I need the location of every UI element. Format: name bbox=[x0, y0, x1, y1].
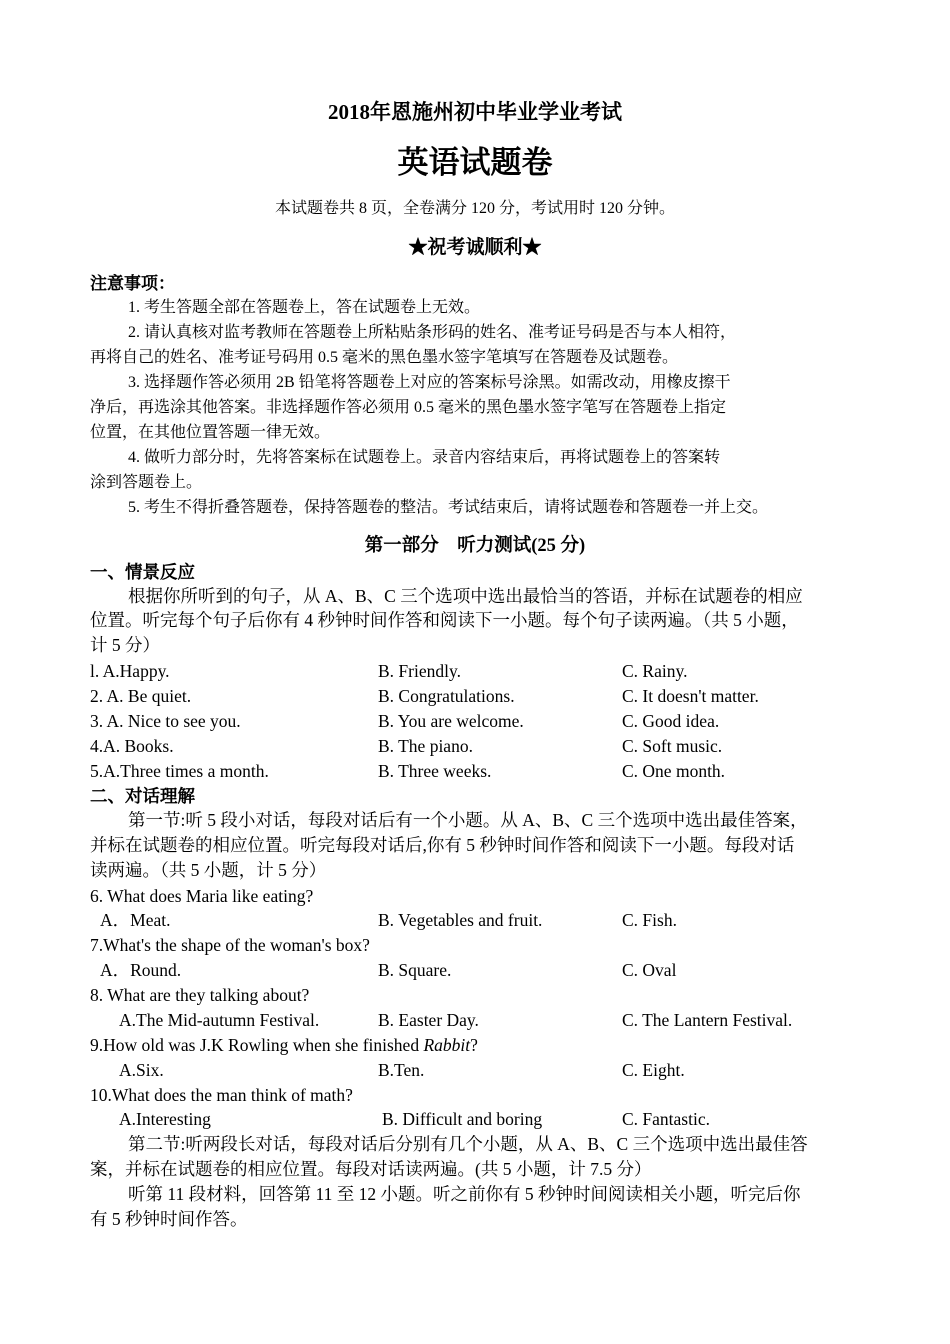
question-stem: 10.What does the man think of math? bbox=[90, 1085, 353, 1105]
option-c: C. Fish. bbox=[622, 910, 677, 930]
option-c: C. It doesn't matter. bbox=[622, 686, 759, 706]
option-a: l. A.Happy. bbox=[90, 661, 170, 681]
question-row bbox=[90, 659, 890, 683]
section2-part2-instruction: 案，并标在试题卷的相应位置。每段对话读两遍。(共 5 小题，计 7.5 分） bbox=[90, 1159, 652, 1179]
option-b: B. Congratulations. bbox=[378, 686, 515, 706]
option-b: B. The piano. bbox=[378, 736, 473, 756]
section2-heading: 二、对话理解 bbox=[90, 786, 195, 806]
note-line: 涂到答题卷上。 bbox=[90, 474, 203, 491]
part1-title: 第一部分 听力测试(25 分) bbox=[364, 536, 586, 556]
option-b: B.Ten. bbox=[378, 1060, 425, 1080]
option-c: C. The Lantern Festival. bbox=[622, 1010, 793, 1030]
stem-text: ? bbox=[470, 1035, 478, 1055]
exam-info: 本试题卷共 8 页，全卷满分 120 分，考试用时 120 分钟。 bbox=[274, 200, 675, 217]
question-stem: 8. What are they talking about? bbox=[90, 985, 310, 1005]
question-row bbox=[90, 1107, 890, 1131]
section2-part2-instruction: 第二节:听两段长对话，每段对话后分别有几个小题，从 A、B、C 三个选项中选出最佳答 bbox=[128, 1134, 808, 1154]
note-line: 3. 选择题作答必须用 2B 铅笔将答题卷上对应的答案标号涂黑。如需改动，用橡皮擦干 bbox=[128, 374, 731, 391]
book-title: Rabbit bbox=[423, 1035, 471, 1055]
option-a: A.Interesting bbox=[119, 1109, 211, 1129]
question-row bbox=[90, 958, 890, 982]
question-stem bbox=[90, 1033, 478, 1057]
question-row bbox=[90, 1058, 890, 1082]
section1-instruction: 位置。听完每个句子后你有 4 秒钟时间作答和阅读下一小题。每个句子读两遍。（共 5 小题， bbox=[90, 610, 799, 630]
stem-text: 9.How old was J.K Rowling when she finished bbox=[90, 1035, 424, 1055]
option-a: A．Meat. bbox=[100, 910, 171, 930]
note-line: 5. 考生不得折叠答题卷，保持答题卷的整洁。考试结束后，请将试题卷和答题卷一并上交。 bbox=[128, 499, 769, 516]
question-row bbox=[90, 709, 890, 733]
section2-part2-instruction: 有 5 秒钟时间作答。 bbox=[90, 1209, 248, 1229]
option-c: C. Eight. bbox=[622, 1060, 685, 1080]
section2-part2-instruction: 听第 11 段材料，回答第 11 至 12 小题。听之前你有 5 秒钟时间阅读相关小题，听完后你 bbox=[128, 1184, 801, 1204]
option-b: B. Friendly. bbox=[378, 661, 461, 681]
option-b: B. Three weeks. bbox=[378, 761, 492, 781]
paper-title: 英语试题卷 bbox=[397, 145, 553, 180]
note-line: 2. 请认真核对监考教师在答题卷上所粘贴条形码的姓名、准考证号码是否与本人相符， bbox=[128, 324, 737, 341]
option-c: C. Good idea. bbox=[622, 711, 720, 731]
section1-heading: 一、情景反应 bbox=[90, 562, 195, 582]
option-a: A.The Mid-autumn Festival. bbox=[119, 1010, 320, 1030]
option-b: B. You are welcome. bbox=[378, 711, 524, 731]
section1-instruction: 根据你所听到的句子，从 A、B、C 三个选项中选出最恰当的答语，并标在试题卷的相应 bbox=[128, 586, 803, 606]
option-c: C. Oval bbox=[622, 960, 677, 980]
section1-instruction: 计 5 分） bbox=[90, 635, 160, 655]
option-b: B. Square. bbox=[378, 960, 452, 980]
note-line: 4. 做听力部分时，先将答案标在试题卷上。录音内容结束后，再将试题卷上的答案转 bbox=[128, 449, 721, 466]
option-c: C. Soft music. bbox=[622, 736, 723, 756]
option-b: B. Difficult and boring bbox=[382, 1109, 543, 1129]
good-luck-wish: ★祝考诚顺利★ bbox=[408, 237, 542, 258]
note-line: 1. 考生答题全部在答题卷上，答在试题卷上无效。 bbox=[128, 299, 481, 316]
option-b: B. Vegetables and fruit. bbox=[378, 910, 543, 930]
option-c: C. Rainy. bbox=[622, 661, 688, 681]
option-c: C. One month. bbox=[622, 761, 726, 781]
section2-instruction: 读两遍。（共 5 小题，计 5 分） bbox=[90, 860, 327, 880]
question-row bbox=[90, 1008, 890, 1032]
option-a: 4.A. Books. bbox=[90, 736, 174, 756]
note-line: 再将自己的姓名、准考证号码用 0.5 毫米的黑色墨水签字笔填写在答题卷及试题卷。 bbox=[90, 349, 679, 366]
note-line: 位置，在其他位置答题一律无效。 bbox=[90, 424, 331, 441]
question-stem: 7.What's the shape of the woman's box? bbox=[90, 935, 370, 955]
option-c: C. Fantastic. bbox=[622, 1109, 710, 1129]
note-line: 净后，再选涂其他答案。非选择题作答必须用 0.5 毫米的黑色墨水签字笔写在答题卷上指定 bbox=[90, 399, 727, 416]
option-b: B. Easter Day. bbox=[378, 1010, 479, 1030]
option-a: A.Six. bbox=[119, 1060, 164, 1080]
section2-instruction: 并标在试题卷的相应位置。听完每段对话后,你有 5 秒钟时间作答和阅读下一小题。每段对话 bbox=[90, 835, 795, 855]
exam-title: 2018年恩施州初中毕业学业考试 bbox=[328, 100, 622, 124]
option-a: 5.A.Three times a month. bbox=[90, 761, 269, 781]
section2-instruction: 第一节:听 5 段小对话，每段对话后有一个小题。从 A、B、C 三个选项中选出最佳答案， bbox=[128, 810, 808, 830]
question-row bbox=[90, 684, 890, 708]
question-row bbox=[90, 734, 890, 758]
question-row bbox=[90, 908, 890, 932]
option-a: 2. A. Be quiet. bbox=[90, 686, 192, 706]
question-row bbox=[90, 759, 890, 783]
notes-heading: 注意事项： bbox=[90, 274, 175, 293]
option-a: A．Round. bbox=[100, 960, 182, 980]
question-stem: 6. What does Maria like eating? bbox=[90, 886, 314, 906]
option-a: 3. A. Nice to see you. bbox=[90, 711, 241, 731]
